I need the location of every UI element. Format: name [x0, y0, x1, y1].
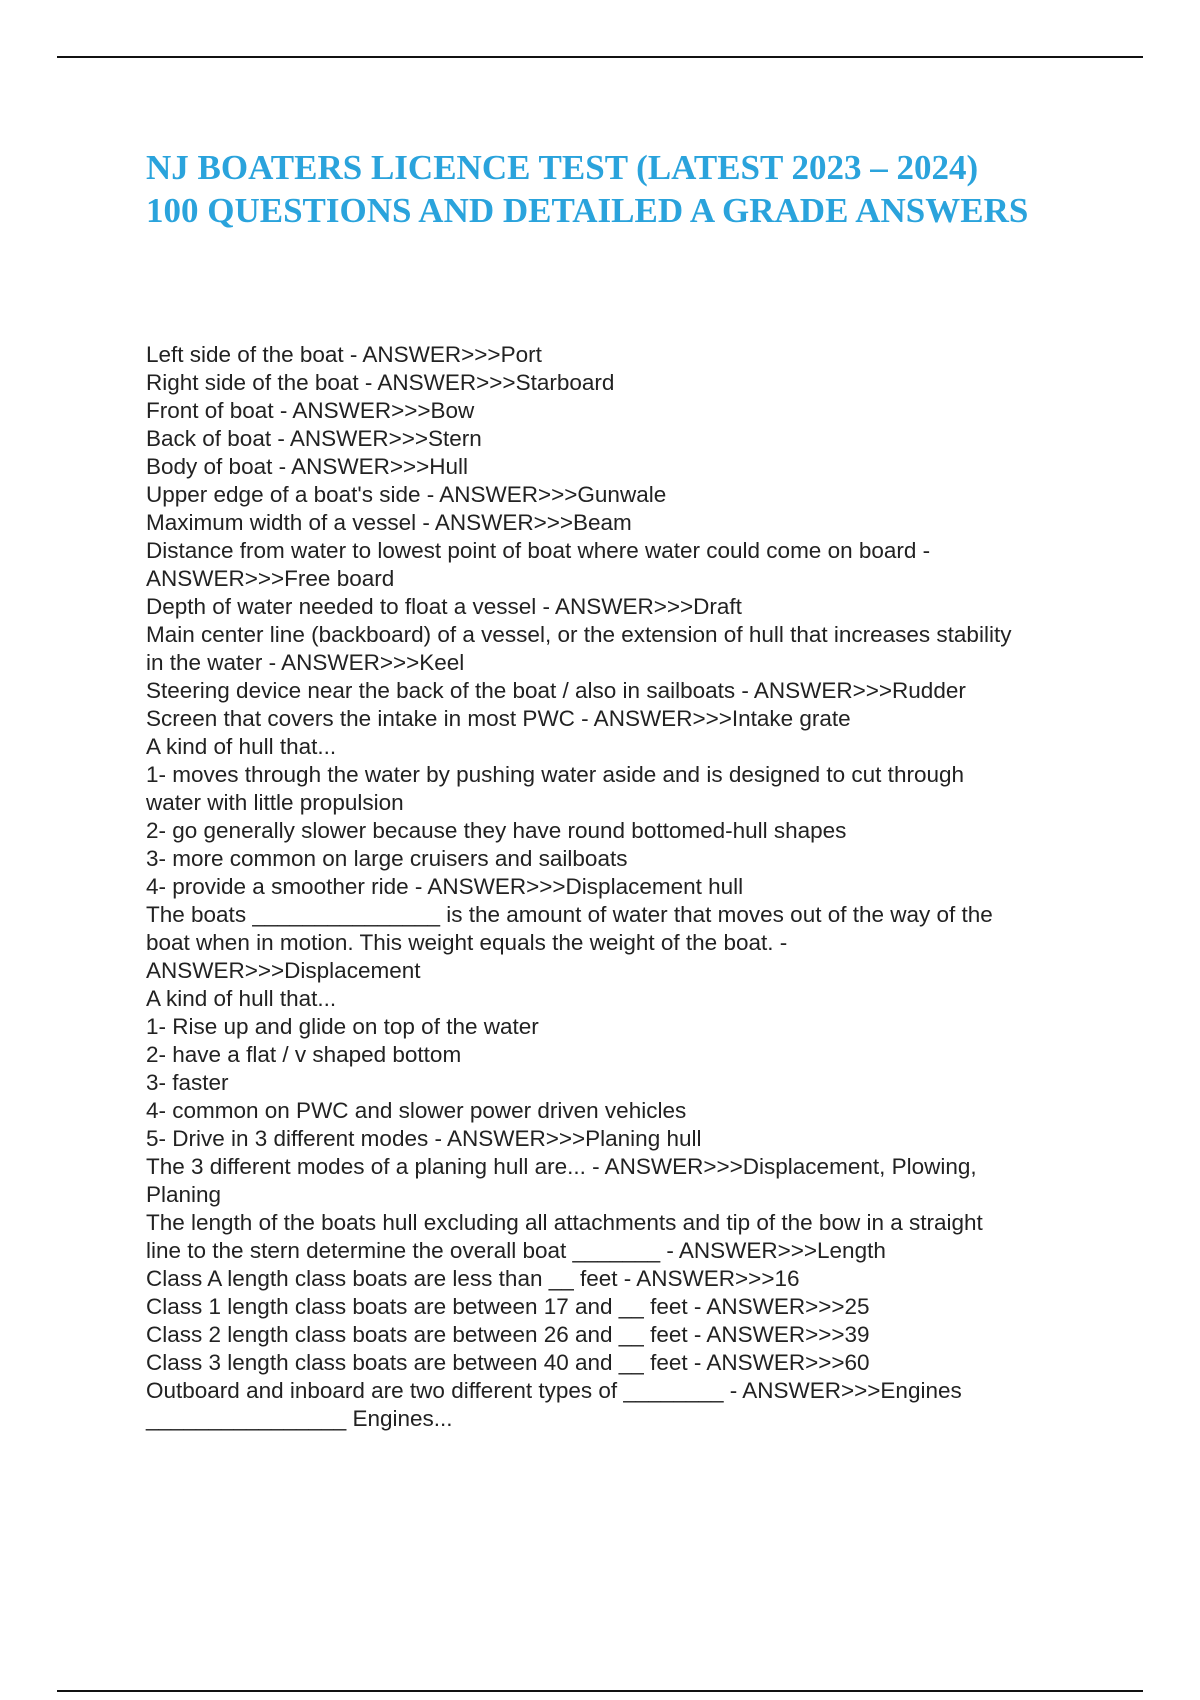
qa-line: Body of boat - ANSWER>>>Hull	[146, 454, 469, 479]
qa-line: 5- Drive in 3 different modes - ANSWER>>>Planing hull	[146, 1126, 702, 1151]
qa-line: A kind of hull that...	[146, 986, 337, 1011]
qa-line: in the water - ANSWER>>>Keel	[146, 650, 465, 675]
qa-line: ________________ Engines...	[146, 1406, 453, 1431]
qa-line: Front of boat - ANSWER>>>Bow	[146, 398, 475, 423]
qa-line: Screen that covers the intake in most PWC - ANSWER>>>Intake grate	[146, 706, 851, 731]
qa-line: Maximum width of a vessel - ANSWER>>>Beam	[146, 510, 632, 535]
qa-line: ANSWER>>>Displacement	[146, 958, 421, 983]
qa-line: 3- faster	[146, 1070, 229, 1095]
question-answer-list	[146, 341, 1086, 1433]
qa-line: A kind of hull that...	[146, 734, 337, 759]
document-title	[146, 146, 1146, 232]
qa-line: Upper edge of a boat's side - ANSWER>>>Gunwale	[146, 482, 667, 507]
qa-line: Back of boat - ANSWER>>>Stern	[146, 426, 482, 451]
qa-line: Depth of water needed to float a vessel - ANSWER>>>Draft	[146, 594, 742, 619]
qa-line: The length of the boats hull excluding all attachments and tip of the bow in a straight	[146, 1210, 983, 1235]
qa-line: 4- provide a smoother ride - ANSWER>>>Displacement hull	[146, 874, 744, 899]
qa-line: Class A length class boats are less than __ feet - ANSWER>>>16	[146, 1266, 800, 1291]
qa-line: Planing	[146, 1182, 222, 1207]
title-line-1: NJ BOATERS LICENCE TEST (LATEST 2023 – 2024)	[146, 148, 979, 187]
qa-line: boat when in motion. This weight equals the weight of the boat. -	[146, 930, 788, 955]
qa-line: Outboard and inboard are two different types of ________ - ANSWER>>>Engines	[146, 1378, 962, 1403]
qa-line: Main center line (backboard) of a vessel, or the extension of hull that increases stability	[146, 622, 1012, 647]
qa-line: Class 2 length class boats are between 26 and __ feet - ANSWER>>>39	[146, 1322, 870, 1347]
qa-line: 1- Rise up and glide on top of the water	[146, 1014, 539, 1039]
qa-line: 2- go generally slower because they have round bottomed-hull shapes	[146, 818, 847, 843]
qa-line: line to the stern determine the overall boat _______ - ANSWER>>>Length	[146, 1238, 886, 1263]
qa-line: Steering device near the back of the boat / also in sailboats - ANSWER>>>Rudder	[146, 678, 966, 703]
title-line-2: 100 QUESTIONS AND DETAILED A GRADE ANSWERS	[146, 191, 1029, 230]
qa-line: Right side of the boat - ANSWER>>>Starboard	[146, 370, 615, 395]
qa-line: 2- have a flat / v shaped bottom	[146, 1042, 462, 1067]
qa-line: Distance from water to lowest point of boat where water could come on board -	[146, 538, 931, 563]
qa-line: ANSWER>>>Free board	[146, 566, 395, 591]
qa-line: 3- more common on large cruisers and sailboats	[146, 846, 628, 871]
top-rule	[57, 56, 1143, 58]
bottom-rule	[57, 1690, 1143, 1692]
qa-line: Class 1 length class boats are between 17 and __ feet - ANSWER>>>25	[146, 1294, 870, 1319]
qa-line: The boats _______________ is the amount of water that moves out of the way of the	[146, 902, 993, 927]
qa-line: 1- moves through the water by pushing water aside and is designed to cut through	[146, 762, 964, 787]
qa-line: Class 3 length class boats are between 40 and __ feet - ANSWER>>>60	[146, 1350, 870, 1375]
qa-line: 4- common on PWC and slower power driven vehicles	[146, 1098, 687, 1123]
qa-line: The 3 different modes of a planing hull are... - ANSWER>>>Displacement, Plowing,	[146, 1154, 977, 1179]
qa-line: Left side of the boat - ANSWER>>>Port	[146, 342, 542, 367]
qa-line: water with little propulsion	[146, 790, 404, 815]
